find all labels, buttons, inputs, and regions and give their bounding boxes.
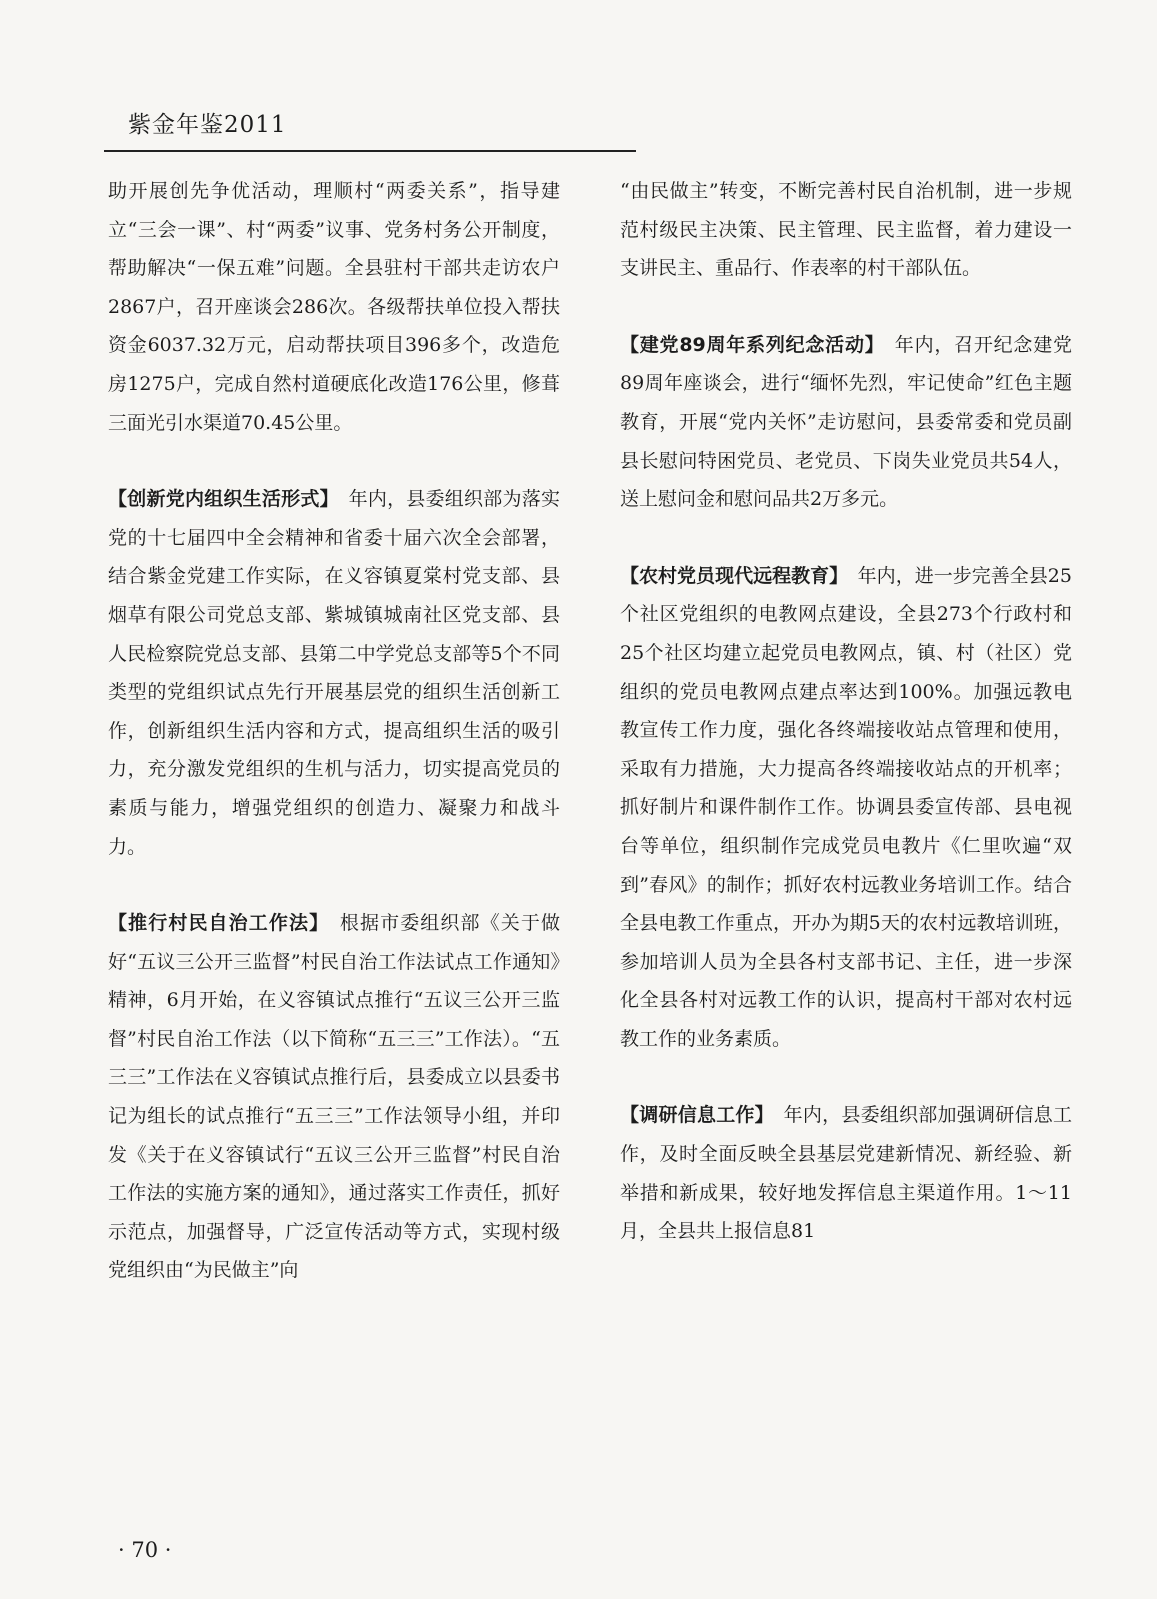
right-column [620,172,1072,1251]
paragraph-text: 年内，召开纪念建党89周年座谈会，进行“缅怀先烈，牢记使命”红色主题教育，开展“党内关怀”走访慰问，县委常委和党员副县长慰问特困党员、老党员、下岗失业党员共54人，送上慰问金和慰问品共2万多元。 [620,333,1072,511]
section-heading: 【调研信息工作】 [620,1104,765,1127]
paragraph-remote-education [620,557,1072,1059]
paragraph-research-info [620,1096,1072,1250]
paragraph-text: 年内，县委组织部加强调研信息工作，及时全面反映全县基层党建新情况、新经验、新举措和新成果，较好地发挥信息主渠道作用。1～11月，全县共上报信息81 [620,1104,1072,1243]
section-heading: 【推行村民自治工作法】 [108,912,320,935]
paragraph-text: 根据市委组织部《关于做好“五议三公开三监督”村民自治工作法试点工作通知》精神，6月开始，在义容镇试点推行“五议三公开三监督”村民自治工作法（以下简称“五三三”工作法）。“五三三”工作法在义容镇试点推行后，县委成立以县委书记为组长的试点推行“五三三”工作法领导小组，并印发《关于在义容镇试行“五议三公开三监督”村民自治工作法的实施方案的通知》，通过落实工作责任，抓好示范点，加强督导，广泛宣传活动等方式，实现村级党组织由“为民做主”向 [108,912,560,1282]
paragraph-text: 年内，进一步完善全县25个社区党组织的电教网点建设，全县273个行政村和25个社区均建立起党员电教网点，镇、村（社区）党组织的党员电教网点建点率达到100%。加强远教电教宣传工作力度，强化各终端接收站点管理和使用，采取有力措施，大力提高各终端接收站点的开机率；抓好制片和课件制作工作。协调县委宣传部、县电视台等单位，组织制作完成党员电教片《仁里吹遍“双到”春风》的制作；抓好农村远教业务培训工作。结合全县电教工作重点，开办为期5天的农村远教培训班，参加培训人员为全县各村支部书记、主任，进一步深化全县各村对远教工作的认识，提高村干部对农村远教工作的业务素质。 [620,564,1072,1050]
section-heading: 【建党89周年系列纪念活动】 [620,333,876,356]
page-number: · 70 · [118,1538,172,1562]
running-header: 紫金年鉴2011 [128,112,287,138]
section-heading: 【农村党员现代远程教育】 [620,564,839,587]
paragraph-text: “由民做主”转变，不断完善村民自治机制，进一步规范村级民主决策、民主管理、民主监督，着力建设一支讲民主、重品行、作表率的村干部队伍。 [620,180,1072,280]
paragraph-text: 年内，县委组织部为落实党的十七届四中全会精神和省委十届六次全会部署，结合紫金党建工作实际，在义容镇夏棠村党支部、县烟草有限公司党总支部、紫城镇城南社区党支部、县人民检察院党总支部、县第二中学党总支部等5个不同类型的党组织试点先行开展基层党的组织生活创新工作，创新组织生活内容和方式，提高组织生活的吸引力，充分激发党组织的生机与活力，切实提高党员的素质与能力，增强党组织的创造力、凝聚力和战斗力。 [108,488,560,858]
header-rule [104,150,636,152]
paragraph-continued [108,172,560,442]
paragraph-party-anniversary [620,326,1072,519]
section-heading: 【创新党内组织生活形式】 [108,488,330,511]
paragraph-organization-life [108,480,560,866]
paragraph-continued [620,172,1072,288]
left-column [108,172,560,1290]
paragraph-village-autonomy [108,904,560,1290]
paragraph-text: 助开展创先争优活动，理顺村“两委关系”，指导建立“三会一课”、村“两委”议事、党务村务公开制度，帮助解决“一保五难”问题。全县驻村干部共走访农户2867户，召开座谈会286次。各级帮扶单位投入帮扶资金6037.32万元，启动帮扶项目396多个，改造危房1275户，完成自然村道硬底化改造176公里，修葺三面光引水渠道70.45公里。 [108,180,560,434]
